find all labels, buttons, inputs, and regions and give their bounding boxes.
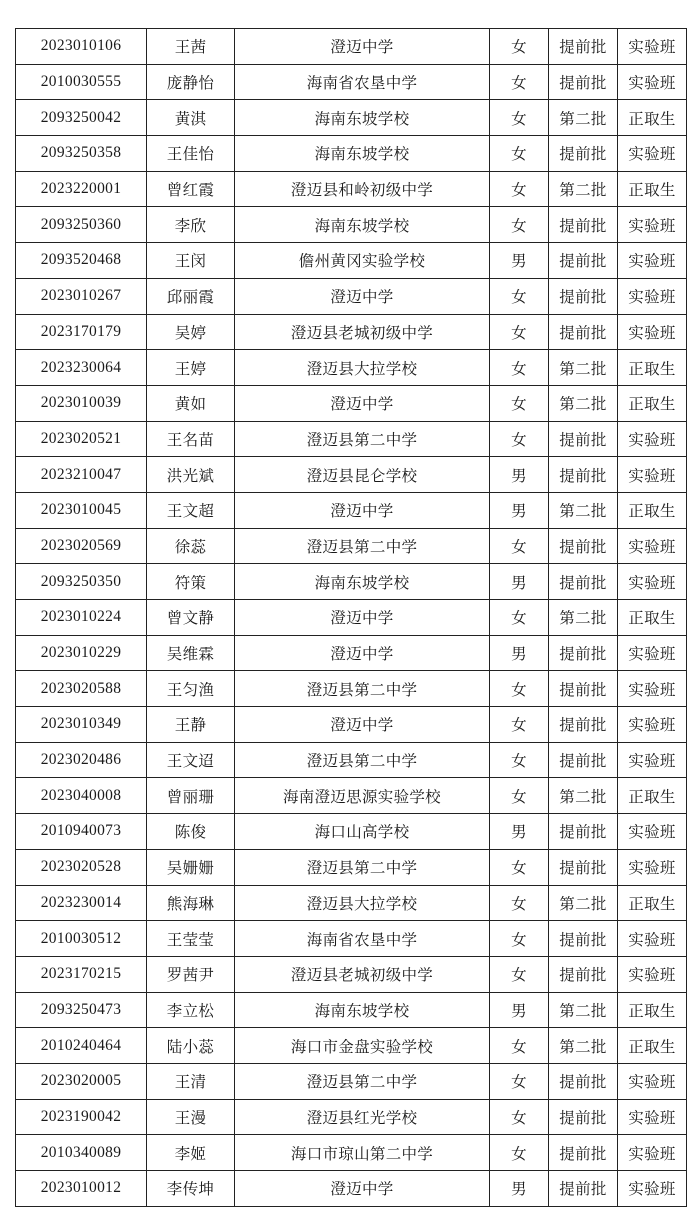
batch-cell: 提前批 — [549, 314, 618, 350]
student-name-cell: 徐蕊 — [147, 528, 235, 564]
student-id-cell: 2023220001 — [16, 171, 147, 207]
admission-type-cell: 正取生 — [618, 171, 687, 207]
student-name-cell: 洪光斌 — [147, 457, 235, 493]
table-row — [16, 350, 687, 386]
gender-cell: 男 — [490, 814, 549, 850]
school-cell: 海南东坡学校 — [235, 564, 490, 600]
table-row — [16, 564, 687, 600]
student-id-cell: 2023190042 — [16, 1099, 147, 1135]
student-name-cell: 王文迢 — [147, 742, 235, 778]
batch-cell: 提前批 — [549, 1171, 618, 1207]
admission-type-cell: 正取生 — [618, 492, 687, 528]
batch-cell: 提前批 — [549, 814, 618, 850]
table-row — [16, 100, 687, 136]
school-cell: 海南省农垦中学 — [235, 64, 490, 100]
table-row — [16, 1099, 687, 1135]
admission-type-cell: 实验班 — [618, 314, 687, 350]
student-name-cell: 吴婷 — [147, 314, 235, 350]
gender-cell: 女 — [490, 421, 549, 457]
school-cell: 海南东坡学校 — [235, 992, 490, 1028]
admission-type-cell: 实验班 — [618, 29, 687, 65]
school-cell: 澄迈县第二中学 — [235, 849, 490, 885]
batch-cell: 提前批 — [549, 243, 618, 279]
batch-cell: 第二批 — [549, 1028, 618, 1064]
student-id-cell: 2023170215 — [16, 956, 147, 992]
school-cell: 澄迈县和岭初级中学 — [235, 171, 490, 207]
student-id-cell: 2093250358 — [16, 136, 147, 172]
roster-body — [16, 29, 687, 1207]
student-id-cell: 2010340089 — [16, 1135, 147, 1171]
student-name-cell: 黄淇 — [147, 100, 235, 136]
gender-cell: 女 — [490, 1099, 549, 1135]
batch-cell: 提前批 — [549, 528, 618, 564]
gender-cell: 男 — [490, 457, 549, 493]
school-cell: 澄迈县第二中学 — [235, 671, 490, 707]
batch-cell: 提前批 — [549, 707, 618, 743]
student-id-cell: 2023010349 — [16, 707, 147, 743]
table-row — [16, 207, 687, 243]
gender-cell: 女 — [490, 671, 549, 707]
admission-type-cell: 正取生 — [618, 600, 687, 636]
school-cell: 儋州黄冈实验学校 — [235, 243, 490, 279]
admission-roster-table — [15, 28, 687, 1207]
school-cell: 澄迈县昆仑学校 — [235, 457, 490, 493]
student-id-cell: 2023170179 — [16, 314, 147, 350]
batch-cell: 第二批 — [549, 385, 618, 421]
student-name-cell: 陆小蕊 — [147, 1028, 235, 1064]
batch-cell: 提前批 — [549, 29, 618, 65]
student-id-cell: 2010030512 — [16, 921, 147, 957]
admission-type-cell: 实验班 — [618, 64, 687, 100]
school-cell: 海南东坡学校 — [235, 207, 490, 243]
school-cell: 海口山高学校 — [235, 814, 490, 850]
admission-type-cell: 正取生 — [618, 885, 687, 921]
student-id-cell: 2010940073 — [16, 814, 147, 850]
school-cell: 澄迈中学 — [235, 385, 490, 421]
school-cell: 海南澄迈思源实验学校 — [235, 778, 490, 814]
batch-cell: 第二批 — [549, 171, 618, 207]
admission-type-cell: 正取生 — [618, 350, 687, 386]
school-cell: 澄迈县第二中学 — [235, 1063, 490, 1099]
batch-cell: 提前批 — [549, 671, 618, 707]
student-id-cell: 2023230014 — [16, 885, 147, 921]
student-name-cell: 王莹莹 — [147, 921, 235, 957]
gender-cell: 女 — [490, 778, 549, 814]
table-row — [16, 492, 687, 528]
batch-cell: 提前批 — [549, 278, 618, 314]
gender-cell: 女 — [490, 707, 549, 743]
gender-cell: 男 — [490, 1171, 549, 1207]
admission-type-cell: 实验班 — [618, 707, 687, 743]
school-cell: 澄迈中学 — [235, 600, 490, 636]
gender-cell: 女 — [490, 207, 549, 243]
admission-type-cell: 实验班 — [618, 671, 687, 707]
table-row — [16, 921, 687, 957]
student-name-cell: 王茜 — [147, 29, 235, 65]
student-name-cell: 庞静怡 — [147, 64, 235, 100]
student-id-cell: 2023010224 — [16, 600, 147, 636]
table-row — [16, 885, 687, 921]
table-row — [16, 992, 687, 1028]
student-name-cell: 王闵 — [147, 243, 235, 279]
student-id-cell: 2023010267 — [16, 278, 147, 314]
gender-cell: 女 — [490, 136, 549, 172]
student-id-cell: 2023020005 — [16, 1063, 147, 1099]
batch-cell: 第二批 — [549, 100, 618, 136]
admission-type-cell: 实验班 — [618, 1135, 687, 1171]
admission-type-cell: 正取生 — [618, 385, 687, 421]
school-cell: 澄迈县第二中学 — [235, 528, 490, 564]
admission-type-cell: 实验班 — [618, 1063, 687, 1099]
student-name-cell: 王佳怡 — [147, 136, 235, 172]
batch-cell: 提前批 — [549, 1099, 618, 1135]
table-row — [16, 278, 687, 314]
school-cell: 澄迈县老城初级中学 — [235, 956, 490, 992]
school-cell: 海南东坡学校 — [235, 136, 490, 172]
admission-type-cell: 实验班 — [618, 136, 687, 172]
gender-cell: 女 — [490, 885, 549, 921]
student-id-cell: 2023020486 — [16, 742, 147, 778]
table-row — [16, 671, 687, 707]
gender-cell: 女 — [490, 528, 549, 564]
gender-cell: 女 — [490, 742, 549, 778]
student-name-cell: 吴姗姗 — [147, 849, 235, 885]
gender-cell: 女 — [490, 314, 549, 350]
admission-type-cell: 实验班 — [618, 742, 687, 778]
batch-cell: 提前批 — [549, 457, 618, 493]
batch-cell: 提前批 — [549, 956, 618, 992]
student-id-cell: 2093250473 — [16, 992, 147, 1028]
table-row — [16, 1063, 687, 1099]
school-cell: 澄迈县老城初级中学 — [235, 314, 490, 350]
student-id-cell: 2023230064 — [16, 350, 147, 386]
school-cell: 海口市金盘实验学校 — [235, 1028, 490, 1064]
school-cell: 澄迈中学 — [235, 635, 490, 671]
student-name-cell: 李欣 — [147, 207, 235, 243]
school-cell: 澄迈县大拉学校 — [235, 350, 490, 386]
school-cell: 澄迈县第二中学 — [235, 421, 490, 457]
admission-type-cell: 实验班 — [618, 243, 687, 279]
table-row — [16, 171, 687, 207]
table-row — [16, 956, 687, 992]
gender-cell: 男 — [490, 992, 549, 1028]
table-row — [16, 707, 687, 743]
student-name-cell: 王清 — [147, 1063, 235, 1099]
table-row — [16, 814, 687, 850]
student-name-cell: 熊海琳 — [147, 885, 235, 921]
gender-cell: 女 — [490, 385, 549, 421]
table-row — [16, 1028, 687, 1064]
batch-cell: 提前批 — [549, 136, 618, 172]
school-cell: 澄迈县大拉学校 — [235, 885, 490, 921]
gender-cell: 男 — [490, 635, 549, 671]
admission-type-cell: 实验班 — [618, 1171, 687, 1207]
table-row — [16, 136, 687, 172]
student-id-cell: 2023040008 — [16, 778, 147, 814]
student-name-cell: 王静 — [147, 707, 235, 743]
student-name-cell: 李姬 — [147, 1135, 235, 1171]
gender-cell: 女 — [490, 849, 549, 885]
admission-type-cell: 实验班 — [618, 528, 687, 564]
student-id-cell: 2023010039 — [16, 385, 147, 421]
table-row — [16, 635, 687, 671]
student-name-cell: 曾文静 — [147, 600, 235, 636]
student-id-cell: 2023020528 — [16, 849, 147, 885]
student-name-cell: 符策 — [147, 564, 235, 600]
gender-cell: 女 — [490, 1135, 549, 1171]
student-id-cell: 2023020588 — [16, 671, 147, 707]
student-name-cell: 李传坤 — [147, 1171, 235, 1207]
student-name-cell: 邱丽霞 — [147, 278, 235, 314]
gender-cell: 男 — [490, 564, 549, 600]
gender-cell: 女 — [490, 29, 549, 65]
school-cell: 海南东坡学校 — [235, 100, 490, 136]
student-id-cell: 2023210047 — [16, 457, 147, 493]
table-row — [16, 457, 687, 493]
gender-cell: 女 — [490, 350, 549, 386]
school-cell: 澄迈中学 — [235, 278, 490, 314]
student-id-cell: 2023010229 — [16, 635, 147, 671]
table-row — [16, 849, 687, 885]
student-id-cell: 2023010012 — [16, 1171, 147, 1207]
student-id-cell: 2023020521 — [16, 421, 147, 457]
gender-cell: 女 — [490, 1028, 549, 1064]
admission-type-cell: 正取生 — [618, 778, 687, 814]
school-cell: 海南省农垦中学 — [235, 921, 490, 957]
batch-cell: 提前批 — [549, 1135, 618, 1171]
admission-type-cell: 实验班 — [618, 921, 687, 957]
gender-cell: 女 — [490, 64, 549, 100]
gender-cell: 女 — [490, 921, 549, 957]
student-id-cell: 2023020569 — [16, 528, 147, 564]
gender-cell: 女 — [490, 171, 549, 207]
admission-type-cell: 正取生 — [618, 992, 687, 1028]
batch-cell: 提前批 — [549, 849, 618, 885]
school-cell: 海口市琼山第二中学 — [235, 1135, 490, 1171]
student-id-cell: 2023010045 — [16, 492, 147, 528]
batch-cell: 第二批 — [549, 992, 618, 1028]
gender-cell: 女 — [490, 600, 549, 636]
table-row — [16, 314, 687, 350]
student-id-cell: 2093520468 — [16, 243, 147, 279]
admission-type-cell: 实验班 — [618, 814, 687, 850]
student-name-cell: 王名苗 — [147, 421, 235, 457]
batch-cell: 第二批 — [549, 492, 618, 528]
gender-cell: 男 — [490, 492, 549, 528]
batch-cell: 提前批 — [549, 742, 618, 778]
gender-cell: 女 — [490, 1063, 549, 1099]
batch-cell: 提前批 — [549, 64, 618, 100]
table-row — [16, 385, 687, 421]
table-row — [16, 600, 687, 636]
batch-cell: 提前批 — [549, 635, 618, 671]
admission-type-cell: 实验班 — [618, 956, 687, 992]
admission-type-cell: 实验班 — [618, 421, 687, 457]
table-row — [16, 1135, 687, 1171]
admission-roster-sheet — [15, 28, 686, 1207]
gender-cell: 女 — [490, 278, 549, 314]
admission-type-cell: 正取生 — [618, 100, 687, 136]
student-id-cell: 2010240464 — [16, 1028, 147, 1064]
gender-cell: 女 — [490, 956, 549, 992]
student-id-cell: 2023010106 — [16, 29, 147, 65]
student-id-cell: 2093250350 — [16, 564, 147, 600]
batch-cell: 提前批 — [549, 921, 618, 957]
school-cell: 澄迈中学 — [235, 29, 490, 65]
school-cell: 澄迈中学 — [235, 492, 490, 528]
admission-type-cell: 实验班 — [618, 1099, 687, 1135]
student-name-cell: 李立松 — [147, 992, 235, 1028]
school-cell: 澄迈县红光学校 — [235, 1099, 490, 1135]
batch-cell: 第二批 — [549, 885, 618, 921]
admission-type-cell: 实验班 — [618, 207, 687, 243]
student-name-cell: 罗茜尹 — [147, 956, 235, 992]
batch-cell: 第二批 — [549, 778, 618, 814]
student-name-cell: 王匀渔 — [147, 671, 235, 707]
batch-cell: 提前批 — [549, 564, 618, 600]
batch-cell: 提前批 — [549, 421, 618, 457]
batch-cell: 提前批 — [549, 207, 618, 243]
student-name-cell: 王婷 — [147, 350, 235, 386]
student-name-cell: 王文超 — [147, 492, 235, 528]
admission-type-cell: 实验班 — [618, 635, 687, 671]
table-row — [16, 778, 687, 814]
table-row — [16, 243, 687, 279]
table-row — [16, 421, 687, 457]
table-row — [16, 742, 687, 778]
admission-type-cell: 正取生 — [618, 1028, 687, 1064]
student-id-cell: 2010030555 — [16, 64, 147, 100]
school-cell: 澄迈中学 — [235, 1171, 490, 1207]
student-name-cell: 王漫 — [147, 1099, 235, 1135]
school-cell: 澄迈县第二中学 — [235, 742, 490, 778]
gender-cell: 男 — [490, 243, 549, 279]
gender-cell: 女 — [490, 100, 549, 136]
admission-type-cell: 实验班 — [618, 564, 687, 600]
admission-type-cell: 实验班 — [618, 278, 687, 314]
table-row — [16, 29, 687, 65]
student-name-cell: 曾红霞 — [147, 171, 235, 207]
school-cell: 澄迈中学 — [235, 707, 490, 743]
admission-type-cell: 实验班 — [618, 457, 687, 493]
table-row — [16, 1171, 687, 1207]
table-row — [16, 528, 687, 564]
student-id-cell: 2093250042 — [16, 100, 147, 136]
batch-cell: 第二批 — [549, 350, 618, 386]
student-name-cell: 吴维霖 — [147, 635, 235, 671]
student-id-cell: 2093250360 — [16, 207, 147, 243]
student-name-cell: 黄如 — [147, 385, 235, 421]
batch-cell: 提前批 — [549, 1063, 618, 1099]
student-name-cell: 曾丽珊 — [147, 778, 235, 814]
admission-type-cell: 实验班 — [618, 849, 687, 885]
student-name-cell: 陈俊 — [147, 814, 235, 850]
batch-cell: 第二批 — [549, 600, 618, 636]
table-row — [16, 64, 687, 100]
